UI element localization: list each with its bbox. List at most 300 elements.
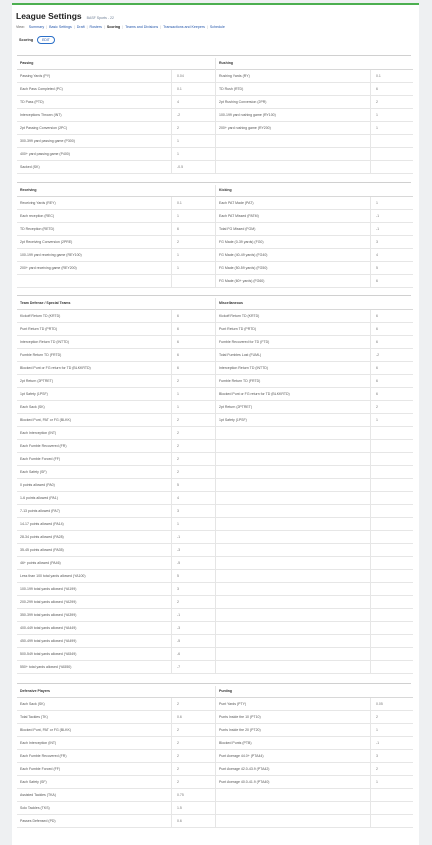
empty-row (216, 802, 413, 815)
empty-cell (216, 148, 371, 160)
stat-row (17, 427, 215, 440)
empty-cell (216, 518, 371, 530)
stat-value: 2 (177, 457, 179, 461)
stat-row (17, 763, 215, 776)
empty-cell (216, 789, 371, 801)
stat-label: Each Safety (SF) (17, 466, 172, 478)
stat-row (216, 323, 413, 336)
stat-label: 46+ points allowed (PA46) (17, 557, 172, 569)
stat-label: 2pt Return (2PTRET) (216, 401, 371, 413)
stat-row (216, 724, 413, 737)
stat-row (216, 197, 413, 210)
stat-label: 400+ yard passing game (P400) (17, 148, 172, 160)
empty-cell (216, 557, 371, 569)
stat-value: 4 (376, 253, 378, 257)
empty-cell (216, 635, 371, 647)
stat-row (216, 70, 413, 83)
settings-nav (12, 21, 419, 31)
stat-value: 1 (177, 139, 179, 143)
stat-value: -3 (177, 626, 181, 630)
stat-row (17, 349, 215, 362)
stat-value: -5 (177, 561, 181, 565)
empty-row (216, 479, 413, 492)
empty-row (216, 148, 413, 161)
stat-row (17, 388, 215, 401)
stat-label: Each Fumble Recovered (FR) (17, 750, 172, 762)
stat-value: 6 (376, 379, 378, 383)
stat-label: Total Fumbles Lost (FUML) (216, 349, 371, 361)
category-kicking (215, 185, 413, 288)
stat-label: 7-13 points allowed (PA7) (17, 505, 172, 517)
stat-row (17, 414, 215, 427)
empty-cell (216, 440, 371, 452)
stat-value: 0.05 (376, 702, 383, 706)
stat-label: Assisted Tackles (TKA) (17, 789, 172, 801)
empty-cell (216, 609, 371, 621)
stat-label: FG Made (40-49 yards) (FG40) (216, 249, 371, 261)
stat-row (216, 776, 413, 789)
stat-label: FG Made (50-59 yards) (FG50) (216, 262, 371, 274)
stat-row (17, 336, 215, 349)
empty-row (17, 275, 215, 288)
stat-label: TD Rush (RTD) (216, 83, 371, 95)
stat-row (216, 763, 413, 776)
stat-value: 6 (376, 87, 378, 91)
nav-separator: | (73, 25, 75, 29)
empty-row (216, 440, 413, 453)
category-title: Punting (216, 686, 413, 698)
stat-label: 35-45 points allowed (PA35) (17, 544, 172, 556)
stat-value: -2 (177, 113, 181, 117)
nav-separator: | (103, 25, 105, 29)
empty-row (216, 427, 413, 440)
stat-label: 300-399 yard passing game (P300) (17, 135, 172, 147)
nav-item-rosters[interactable]: Rosters (89, 25, 102, 29)
stat-value: 2 (177, 444, 179, 448)
stat-row (216, 414, 413, 427)
empty-row (216, 789, 413, 802)
stat-row (17, 802, 215, 815)
stat-value: 1 (177, 266, 179, 270)
stat-label: 100-199 yard rushing game (RY100) (216, 109, 371, 121)
stat-row (17, 96, 215, 109)
stat-label: TD Pass (PTD) (17, 96, 172, 108)
empty-row (216, 635, 413, 648)
stat-row (17, 236, 215, 249)
empty-cell (216, 492, 371, 504)
stat-label: FG Made (60+ yards) (FG60) (216, 275, 371, 287)
page-title: League Settings (16, 11, 82, 21)
stat-value: 6 (376, 327, 378, 331)
stat-value: 0.1 (376, 74, 381, 78)
stat-value: 0.6 (177, 715, 182, 719)
stat-row (216, 711, 413, 724)
stat-label: Each Fumble Forced (FF) (17, 453, 172, 465)
stat-label: Punt Average 44.0+ (PTA44) (216, 750, 371, 762)
stat-value: 0.75 (177, 793, 184, 797)
stat-value: 1.5 (177, 806, 182, 810)
stat-value: 0.1 (177, 87, 182, 91)
stat-value: 5 (177, 574, 179, 578)
stat-value: 1 (376, 728, 378, 732)
stat-value: 6 (177, 353, 179, 357)
stat-row (17, 148, 215, 161)
stat-row (17, 223, 215, 236)
stat-label: 450-499 total yards allowed (YA499) (17, 635, 172, 647)
empty-row (216, 466, 413, 479)
stat-row (216, 388, 413, 401)
stat-value: 6 (376, 392, 378, 396)
stat-row (17, 622, 215, 635)
stat-label: Fumble Return TD (FRTD) (216, 375, 371, 387)
stat-row (17, 453, 215, 466)
empty-cell (216, 466, 371, 478)
nav-item-basic-settings[interactable]: Basic Settings (49, 25, 72, 29)
stat-label: FG Made (0-39 yards) (FG0) (216, 236, 371, 248)
stat-value: -1 (177, 613, 181, 617)
stat-value: 2 (177, 741, 179, 745)
stat-value: 2 (177, 754, 179, 758)
stat-label: Each Sack (SK) (17, 401, 172, 413)
stat-row (17, 479, 215, 492)
nav-item-teams-and-divisions[interactable]: Teams and Divisions (125, 25, 159, 29)
stat-label: Less than 100 total yards allowed (YA100) (17, 570, 172, 582)
stat-value: 1 (177, 152, 179, 156)
stat-row (17, 375, 215, 388)
stat-value: 1 (177, 405, 179, 409)
nav-separator: | (86, 25, 88, 29)
scoring-label: Scoring (19, 38, 34, 42)
stat-row (17, 698, 215, 711)
empty-cell (216, 531, 371, 543)
stat-value: 4 (177, 496, 179, 500)
stat-row (17, 776, 215, 789)
stat-row (17, 815, 215, 828)
empty-cell (216, 479, 371, 491)
stat-row (216, 310, 413, 323)
nav-item-transactions-and-keepers[interactable]: Transactions and Keepers (163, 25, 205, 29)
stat-value: 6 (177, 340, 179, 344)
stat-value: 3 (177, 509, 179, 513)
stat-row (216, 750, 413, 763)
stat-value: 1 (177, 392, 179, 396)
nav-separator: | (46, 25, 48, 29)
stat-value: 1 (177, 214, 179, 218)
stat-value: 2 (376, 715, 378, 719)
stat-label: 2pt Rushing Conversion (2PR) (216, 96, 371, 108)
stat-label: Receiving Yards (REY) (17, 197, 172, 209)
stat-value: 1 (376, 201, 378, 205)
stat-label: Punts Inside the 10 (PT10) (216, 711, 371, 723)
empty-cell (216, 802, 371, 814)
stat-label: 2pt Receiving Conversion (2PRE) (17, 236, 172, 248)
stat-label: Blocked Punts (PTB) (216, 737, 371, 749)
empty-row (216, 453, 413, 466)
stat-label: Solo Tackles (TKS) (17, 802, 172, 814)
stat-value: 1 (177, 522, 179, 526)
empty-row (216, 815, 413, 828)
stat-label: Interceptions Thrown (INT) (17, 109, 172, 121)
nav-item-draft[interactable]: Draft (76, 25, 85, 29)
stat-value: -1 (376, 214, 380, 218)
page-header (12, 5, 419, 21)
stat-row (17, 661, 215, 674)
category-rushing (215, 58, 413, 174)
stat-label: Sacked (SK) (17, 161, 172, 173)
empty-row (216, 505, 413, 518)
stat-label: Each Fumble Forced (FF) (17, 763, 172, 775)
stat-label: Each Interception (INT) (17, 427, 172, 439)
stat-value: 6 (376, 314, 378, 318)
stat-label: Interception Return TD (INTTD) (216, 362, 371, 374)
stat-value: -5 (177, 639, 181, 643)
stat-label: Each Sack (SK) (17, 698, 172, 710)
stat-label: Total FG Missed (FGM) (216, 223, 371, 235)
stat-row (216, 249, 413, 262)
stat-row (17, 83, 215, 96)
stat-row (17, 197, 215, 210)
category-title: Rushing (216, 58, 413, 70)
empty-row (216, 609, 413, 622)
empty-row (216, 492, 413, 505)
stat-row (17, 724, 215, 737)
stat-row (17, 249, 215, 262)
category-miscellaneous (215, 298, 413, 674)
stat-label: Blocked Punt or FG return for TD (BLKKRTD) (17, 362, 172, 374)
nav-item-summary[interactable]: Summary (28, 25, 45, 29)
stat-row (17, 440, 215, 453)
stat-row (17, 737, 215, 750)
stat-label: 0 points allowed (PA0) (17, 479, 172, 491)
empty-row (216, 661, 413, 674)
stat-value: -1 (376, 741, 380, 745)
stat-row (216, 375, 413, 388)
empty-cell (216, 815, 371, 827)
stat-label: Punt Return TD (PRTD) (216, 323, 371, 335)
empty-row (216, 648, 413, 661)
stat-label: 14-17 points allowed (PA14) (17, 518, 172, 530)
stat-value: 5 (376, 266, 378, 270)
stat-row (17, 518, 215, 531)
stat-row (17, 466, 215, 479)
stat-value: 4 (177, 100, 179, 104)
stat-row (17, 505, 215, 518)
stat-value: -7 (177, 665, 181, 669)
nav-item-schedule[interactable]: Schedule (209, 25, 225, 29)
nav-separator: | (160, 25, 162, 29)
stat-label: 2pt Passing Conversion (2PC) (17, 122, 172, 134)
empty-row (216, 622, 413, 635)
stat-row (17, 310, 215, 323)
section-divider (17, 295, 411, 296)
empty-cell (216, 544, 371, 556)
category-defensive-players (17, 686, 215, 828)
section-divider (17, 55, 411, 56)
stat-row (17, 635, 215, 648)
empty-row (216, 161, 413, 174)
stat-label: Passing Yards (PY) (17, 70, 172, 82)
stat-row (216, 737, 413, 750)
empty-cell (216, 570, 371, 582)
stat-row (17, 789, 215, 802)
league-subtitle: BASF Sports - 22 (86, 16, 114, 20)
stat-value: 0.6 (177, 819, 182, 823)
stat-value: 6 (376, 340, 378, 344)
empty-row (216, 596, 413, 609)
stat-label: Each Fumble Recovered (FR) (17, 440, 172, 452)
empty-cell (216, 453, 371, 465)
stat-row (17, 109, 215, 122)
stat-label: Each Interception (INT) (17, 737, 172, 749)
stat-row (216, 96, 413, 109)
stat-label: Rushing Yards (RY) (216, 70, 371, 82)
scoring-header (12, 31, 419, 45)
stat-value: 3 (376, 754, 378, 758)
empty-cell (216, 648, 371, 660)
stat-label: 100-199 total yards allowed (YA199) (17, 583, 172, 595)
stat-label: Punt Average 40.0-41.9 (PTA40) (216, 776, 371, 788)
stat-row (17, 161, 215, 174)
stat-value: 2 (177, 418, 179, 422)
stat-label: 1-6 points allowed (PA1) (17, 492, 172, 504)
stat-row (216, 83, 413, 96)
stat-value: 6 (177, 227, 179, 231)
stat-value: 2 (177, 470, 179, 474)
stat-label: Blocked Punt or FG return for TD (BLKKRTD) (216, 388, 371, 400)
stat-value: -0.5 (177, 165, 184, 169)
stat-value: 6 (177, 327, 179, 331)
stat-row (216, 122, 413, 135)
stat-value: -1 (376, 227, 380, 231)
stat-label: 400-449 total yards allowed (YA449) (17, 622, 172, 634)
stat-row (216, 275, 413, 288)
stat-label: 200+ yard rushing game (RY200) (216, 122, 371, 134)
nav-item-scoring[interactable]: Scoring (106, 25, 121, 29)
stat-label: Kickoff Return TD (KRTD) (216, 310, 371, 322)
stat-row (17, 750, 215, 763)
stat-value: 6 (376, 279, 378, 283)
stat-label: 28-34 points allowed (PA28) (17, 531, 172, 543)
stat-row (17, 210, 215, 223)
stat-label: Blocked Punt, PAT or FG (BLKK) (17, 724, 172, 736)
stat-label: 1pt Safety (1PSF) (216, 414, 371, 426)
stat-row (17, 648, 215, 661)
stat-label: 2pt Return (2PTRET) (17, 375, 172, 387)
stat-value: 3 (177, 587, 179, 591)
stat-label: Each reception (REC) (17, 210, 172, 222)
category-title: Team Defense / Special Teams (17, 298, 215, 310)
category-title: Miscellaneous (216, 298, 413, 310)
stat-label: 350-399 total yards allowed (YA399) (17, 609, 172, 621)
empty-cell (17, 275, 172, 287)
empty-cell (216, 135, 371, 147)
stat-label: Kickoff Return TD (KRTD) (17, 310, 172, 322)
stat-value: -1 (177, 535, 181, 539)
category-team-defense-special-teams (17, 298, 215, 674)
stat-value: -3 (177, 548, 181, 552)
stat-row (17, 70, 215, 83)
stat-row (17, 135, 215, 148)
stat-value: 1 (177, 253, 179, 257)
nav-separator: | (206, 25, 208, 29)
stat-value: 2 (376, 100, 378, 104)
stat-label: Punt Yards (PTY) (216, 698, 371, 710)
stat-label: Each PAT Missed (PATM) (216, 210, 371, 222)
stat-row (216, 349, 413, 362)
stat-row (17, 711, 215, 724)
empty-row (216, 544, 413, 557)
stat-value: 2 (177, 600, 179, 604)
stat-row (216, 262, 413, 275)
stat-row (216, 401, 413, 414)
empty-row (216, 557, 413, 570)
stat-label: Each Safety (SF) (17, 776, 172, 788)
stat-value: 6 (376, 366, 378, 370)
stat-value: 2 (376, 767, 378, 771)
stat-row (216, 698, 413, 711)
stat-label: Total Tackles (TK) (17, 711, 172, 723)
empty-cell (216, 505, 371, 517)
stat-value: -2 (376, 353, 380, 357)
stat-label: Punt Average 42.0-43.9 (PTA42) (216, 763, 371, 775)
stat-value: 2 (177, 702, 179, 706)
empty-cell (216, 161, 371, 173)
stat-row (17, 583, 215, 596)
stat-label: Blocked Punt, PAT or FG (BLKK) (17, 414, 172, 426)
stat-row (216, 223, 413, 236)
empty-cell (216, 583, 371, 595)
stat-label: Passes Defensed (PD) (17, 815, 172, 827)
stat-label: Interception Return TD (INTTD) (17, 336, 172, 348)
stat-row (17, 492, 215, 505)
nav-separator: | (122, 25, 124, 29)
stat-value: 6 (177, 366, 179, 370)
stat-value: 2 (177, 379, 179, 383)
category-passing (17, 58, 215, 174)
stat-row (17, 323, 215, 336)
stat-label: 100-199 yard receiving game (REY100) (17, 249, 172, 261)
stat-row (216, 362, 413, 375)
stat-row (17, 609, 215, 622)
stat-value: 6 (177, 314, 179, 318)
stat-value: 2 (177, 728, 179, 732)
stat-value: 2 (177, 431, 179, 435)
stat-row (216, 336, 413, 349)
category-title: Defensive Players (17, 686, 215, 698)
empty-cell (216, 622, 371, 634)
category-title: Kicking (216, 185, 413, 197)
edit-scoring-button[interactable]: EDIT (37, 36, 55, 44)
stat-label: Punts Inside the 20 (PT20) (216, 724, 371, 736)
stat-label: TD Reception (RETD) (17, 223, 172, 235)
category-title: Receiving (17, 185, 215, 197)
stat-row (17, 531, 215, 544)
stat-value: 0.1 (177, 201, 182, 205)
stat-label: Each PAT Made (PAT) (216, 197, 371, 209)
stat-value: 1 (376, 780, 378, 784)
stat-label: Fumble Recovered for TD (FTD) (216, 336, 371, 348)
stat-row (17, 544, 215, 557)
stat-value: 1 (376, 113, 378, 117)
empty-cell (216, 427, 371, 439)
nav-view-label: View: (16, 25, 25, 29)
empty-cell (216, 596, 371, 608)
empty-row (216, 583, 413, 596)
empty-row (216, 518, 413, 531)
stat-value: 3 (376, 240, 378, 244)
stat-label: 500-549 total yards allowed (YA549) (17, 648, 172, 660)
stat-label: Fumble Return TD (FRTD) (17, 349, 172, 361)
